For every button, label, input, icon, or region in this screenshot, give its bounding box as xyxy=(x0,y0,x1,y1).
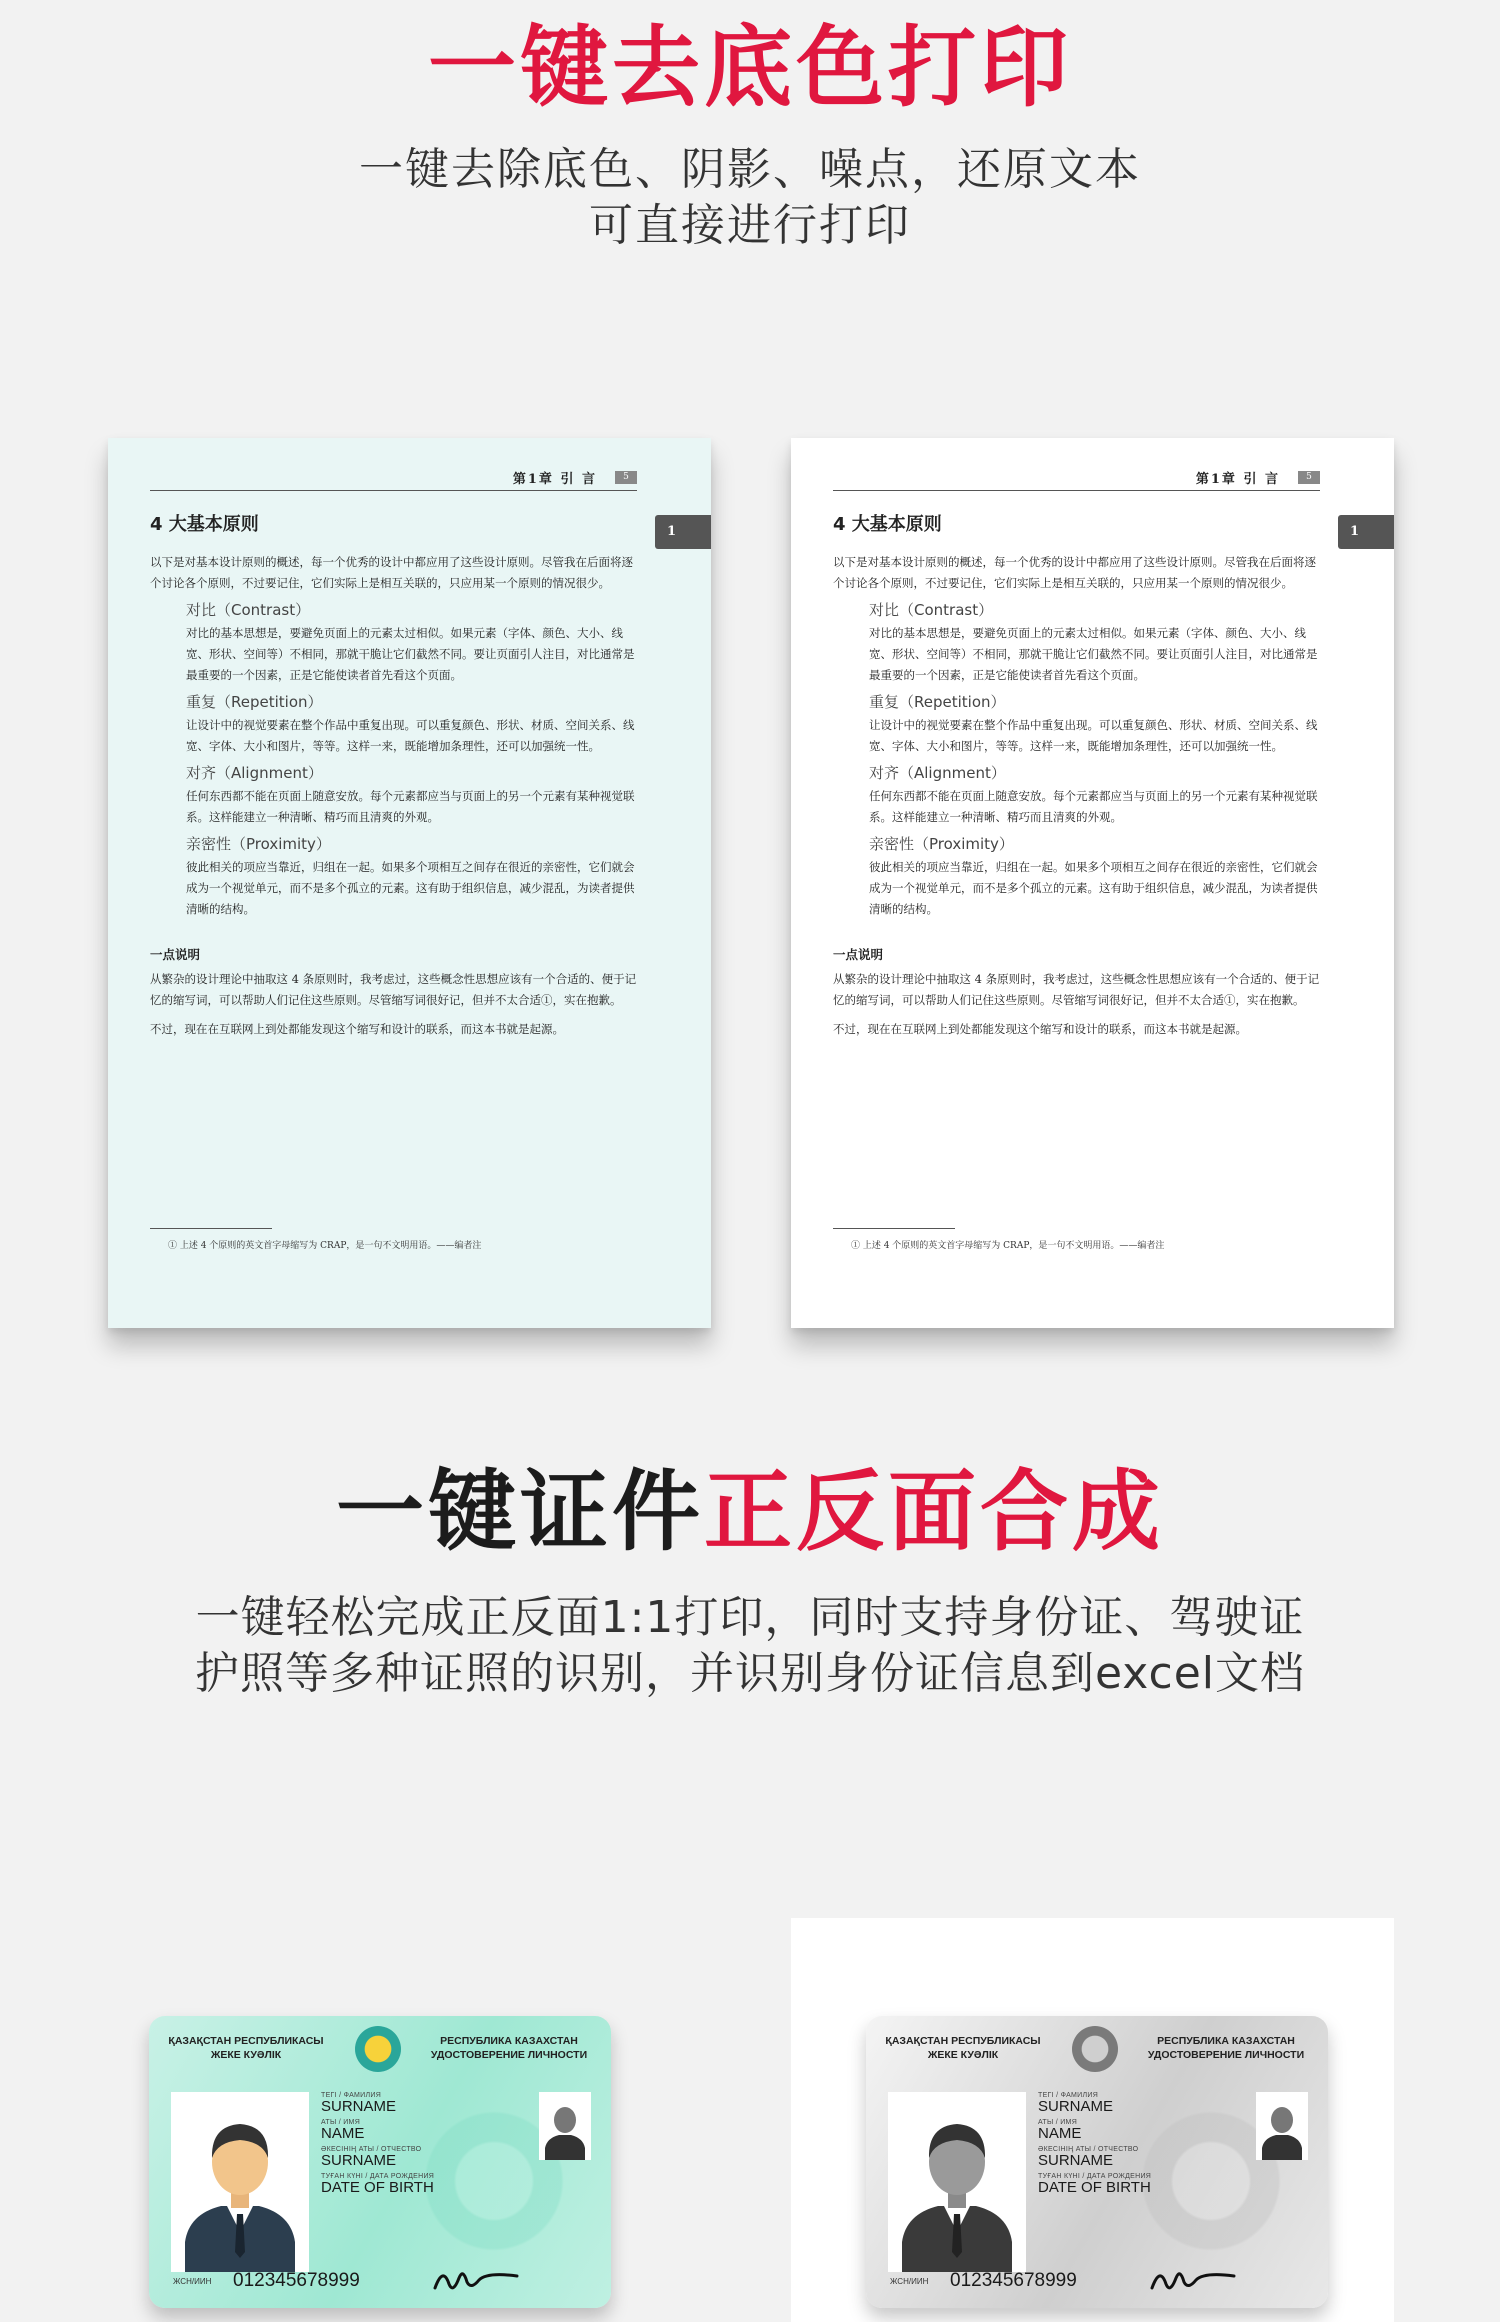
card-fields xyxy=(321,2088,434,2196)
intro-text: 以下是对基本设计原则的概述，每一个优秀的设计中都应用了这些设计原则。尽管我在后面将逐个讨论各个原则，不过要记住，它们实际上是相互关联的，只应用某一个原则的情况很少。 xyxy=(833,555,1316,590)
note-heading: 一点说明 xyxy=(150,947,201,962)
person-icon xyxy=(171,2092,309,2272)
section2-subtitle xyxy=(0,1590,1500,1702)
card-header-left-line1: ҚАЗАҚСТАН РЕСПУБЛИКАСЫ xyxy=(168,2035,324,2047)
page-number: 5 xyxy=(1298,471,1320,484)
card-header-left-line1: ҚАЗАҚСТАН РЕСПУБЛИКАСЫ xyxy=(885,2035,1041,2047)
value-dob: DATE OF BIRTH xyxy=(321,2179,434,2196)
chapter-tab: 1 xyxy=(1338,515,1394,549)
footnote-divider xyxy=(150,1228,272,1229)
alignment-text: 任何东西都不能在页面上随意安放。每个元素都应当与页面上的另一个元素有某种视觉联系。这样能建立一种清晰、精巧而且清爽的外观。 xyxy=(869,789,1318,824)
section2-subtitle-line2: 护照等多种证照的识别，并识别身份证信息到excel文档 xyxy=(194,1648,1306,1699)
alignment-heading: 对齐（Alignment） xyxy=(869,764,1006,782)
alignment-text: 任何东西都不能在页面上随意安放。每个元素都应当与页面上的另一个元素有某种视觉联系。这样能建立一种清晰、精巧而且清爽的外观。 xyxy=(186,789,635,824)
alignment-heading: 对齐（Alignment） xyxy=(186,764,323,782)
contrast-heading: 对比（Contrast） xyxy=(186,601,311,619)
card-header-left-line2: ЖЕКЕ КУӘЛІК xyxy=(210,2049,282,2061)
card-fields xyxy=(1038,2088,1151,2196)
card-header-left-line2: ЖЕКЕ КУӘЛІК xyxy=(927,2049,999,2061)
page-header xyxy=(150,468,637,491)
page-title: 4 大基本原则 xyxy=(150,514,259,535)
value-patronymic: SURNAME xyxy=(321,2152,397,2169)
contrast-heading: 对比（Contrast） xyxy=(869,601,994,619)
portrait-photo xyxy=(888,2092,1026,2272)
contrast-text: 对比的基本思想是，要避免页面上的元素太过相似。如果元素（字体、颜色、大小、线宽、形状、空间等）不相同，那就干脆让它们截然不同。要让页面引人注目，对比通常是最重要的一个因素，正是它能使读者首先看这个页面。 xyxy=(186,626,635,682)
person-icon xyxy=(1256,2092,1308,2160)
label-iin: ЖСН/ИИН xyxy=(173,2277,212,2286)
section2-title-red: 正反面合成 xyxy=(704,1460,1165,1563)
proximity-text: 彼此相关的项应当靠近，归组在一起。如果多个项相互之间存在很近的亲密性，它们就会成为一个视觉单元，而不是多个孤立的元素。这有助于组织信息，减少混乱，为读者提供清晰的结构。 xyxy=(186,860,635,916)
value-surname: SURNAME xyxy=(1038,2098,1114,2115)
page-header xyxy=(833,468,1320,491)
label-dob: ТУҒАН КҮНІ / ДАТА РОЖДЕНИЯ xyxy=(321,2173,435,2180)
card-header-right xyxy=(419,2034,599,2062)
emblem-icon xyxy=(1072,2026,1118,2072)
signature-icon xyxy=(1148,2260,1238,2294)
chapter-header: 第1章 引 言 xyxy=(1195,472,1280,487)
label-surname: ТЕГІ / ФАМИЛИЯ xyxy=(1038,2092,1099,2099)
card-header-left xyxy=(161,2034,331,2062)
proximity-text: 彼此相关的项应当靠近，归组在一起。如果多个项相互之间存在很近的亲密性，它们就会成为一个视觉单元，而不是多个孤立的元素。这有助于组织信息，减少混乱，为读者提供清晰的结构。 xyxy=(869,860,1318,916)
label-surname: ТЕГІ / ФАМИЛИЯ xyxy=(321,2092,382,2099)
repetition-text: 让设计中的视觉要素在整个作品中重复出现。可以重复颜色、形状、材质、空间关系、线宽、字体、大小和图片，等等。这样一来，既能增加条理性，还可以加强统一性。 xyxy=(186,718,635,753)
section2-title xyxy=(0,1462,1500,1562)
person-icon xyxy=(539,2092,591,2160)
value-iin: 012345678999 xyxy=(233,2270,360,2291)
label-dob: ТУҒАН КҮНІ / ДАТА РОЖДЕНИЯ xyxy=(1038,2173,1152,2180)
card-header-right xyxy=(1136,2034,1316,2062)
document-page-before xyxy=(108,438,711,1328)
value-patronymic: SURNAME xyxy=(1038,2152,1114,2169)
note-heading: 一点说明 xyxy=(833,947,884,962)
value-name: NAME xyxy=(321,2125,365,2142)
label-patronymic: ӘКЕСІНІҢ АТЫ / ОТЧЕСТВО xyxy=(1038,2146,1139,2153)
repetition-heading: 重复（Repetition） xyxy=(869,693,1006,711)
card-header-left xyxy=(878,2034,1048,2062)
value-name: NAME xyxy=(1038,2125,1082,2142)
section1-subtitle-line2: 可直接进行打印 xyxy=(589,200,911,251)
page-number: 5 xyxy=(615,471,637,484)
id-card-original xyxy=(149,2016,611,2308)
note-text-1: 从繁杂的设计理论中抽取这 4 条原则时，我考虑过，这些概念性思想应该有一个合适的、便于记忆的缩写词，可以帮助人们记住这些原则。尽管缩写词很好记，但并不太合适①，实在抱歉。 xyxy=(150,972,637,1007)
proximity-heading: 亲密性（Proximity） xyxy=(186,835,331,853)
label-iin: ЖСН/ИИН xyxy=(890,2277,929,2286)
chapter-header: 第1章 引 言 xyxy=(512,472,597,487)
card-header-right-line2: УДОСТОВЕРЕНИЕ ЛИЧНОСТИ xyxy=(430,2049,588,2061)
page-body xyxy=(150,552,640,1040)
chapter-tab: 1 xyxy=(655,515,711,549)
section1-subtitle xyxy=(0,142,1500,254)
section1-title: 一键去底色打印 xyxy=(427,16,1072,119)
person-icon xyxy=(888,2092,1026,2272)
value-iin: 012345678999 xyxy=(950,2270,1077,2291)
mini-portrait xyxy=(1256,2092,1308,2160)
repetition-heading: 重复（Repetition） xyxy=(186,693,323,711)
note-text-1: 从繁杂的设计理论中抽取这 4 条原则时，我考虑过，这些概念性思想应该有一个合适的、便于记忆的缩写词，可以帮助人们记住这些原则。尽管缩写词很好记，但并不太合适①，实在抱歉。 xyxy=(833,972,1320,1007)
label-patronymic: ӘКЕСІНІҢ АТЫ / ОТЧЕСТВО xyxy=(321,2146,422,2153)
footnote: ① 上述 4 个原则的英文首字母缩写为 CRAP，是一句不文明用语。——编者注 xyxy=(851,1241,1165,1251)
portrait-photo xyxy=(171,2092,309,2272)
value-dob: DATE OF BIRTH xyxy=(1038,2179,1151,2196)
document-page-after xyxy=(791,438,1394,1328)
card-header-right-line2: УДОСТОВЕРЕНИЕ ЛИЧНОСТИ xyxy=(1147,2049,1305,2061)
contrast-text: 对比的基本思想是，要避免页面上的元素太过相似。如果元素（字体、颜色、大小、线宽、形状、空间等）不相同，那就干脆让它们截然不同。要让页面引人注目，对比通常是最重要的一个因素，正是它能使读者首先看这个页面。 xyxy=(869,626,1318,682)
label-name: АТЫ / ИМЯ xyxy=(1038,2119,1078,2126)
section2-title-dark: 一键证件 xyxy=(335,1460,704,1563)
page-title: 4 大基本原则 xyxy=(833,514,942,535)
section1-subtitle-line1: 一键去除底色、阴影、噪点，还原文本 xyxy=(359,144,1141,195)
note-text-2: 不过，现在在互联网上到处都能发现这个缩写和设计的联系，而这本书就是起源。 xyxy=(833,1022,1247,1036)
id-card-processed xyxy=(866,2016,1328,2308)
section2-subtitle-line1: 一键轻松完成正反面1:1打印，同时支持身份证、驾驶证 xyxy=(195,1592,1305,1643)
repetition-text: 让设计中的视觉要素在整个作品中重复出现。可以重复颜色、形状、材质、空间关系、线宽、字体、大小和图片，等等。这样一来，既能增加条理性，还可以加强统一性。 xyxy=(869,718,1318,753)
emblem-icon xyxy=(355,2026,401,2072)
footnote: ① 上述 4 个原则的英文首字母缩写为 CRAP，是一句不文明用语。——编者注 xyxy=(168,1241,482,1251)
card-header-right-line1: РЕСПУБЛИКА КАЗАХСТАН xyxy=(440,2035,578,2047)
label-name: АТЫ / ИМЯ xyxy=(321,2119,361,2126)
note-text-2: 不过，现在在互联网上到处都能发现这个缩写和设计的联系，而这本书就是起源。 xyxy=(150,1022,564,1036)
value-surname: SURNAME xyxy=(321,2098,397,2115)
proximity-heading: 亲密性（Proximity） xyxy=(869,835,1014,853)
intro-text: 以下是对基本设计原则的概述，每一个优秀的设计中都应用了这些设计原则。尽管我在后面将逐个讨论各个原则，不过要记住，它们实际上是相互关联的，只应用某一个原则的情况很少。 xyxy=(150,555,633,590)
page-body xyxy=(833,552,1323,1040)
signature-icon xyxy=(431,2260,521,2294)
card-header-right-line1: РЕСПУБЛИКА КАЗАХСТАН xyxy=(1157,2035,1295,2047)
footnote-divider xyxy=(833,1228,955,1229)
mini-portrait xyxy=(539,2092,591,2160)
